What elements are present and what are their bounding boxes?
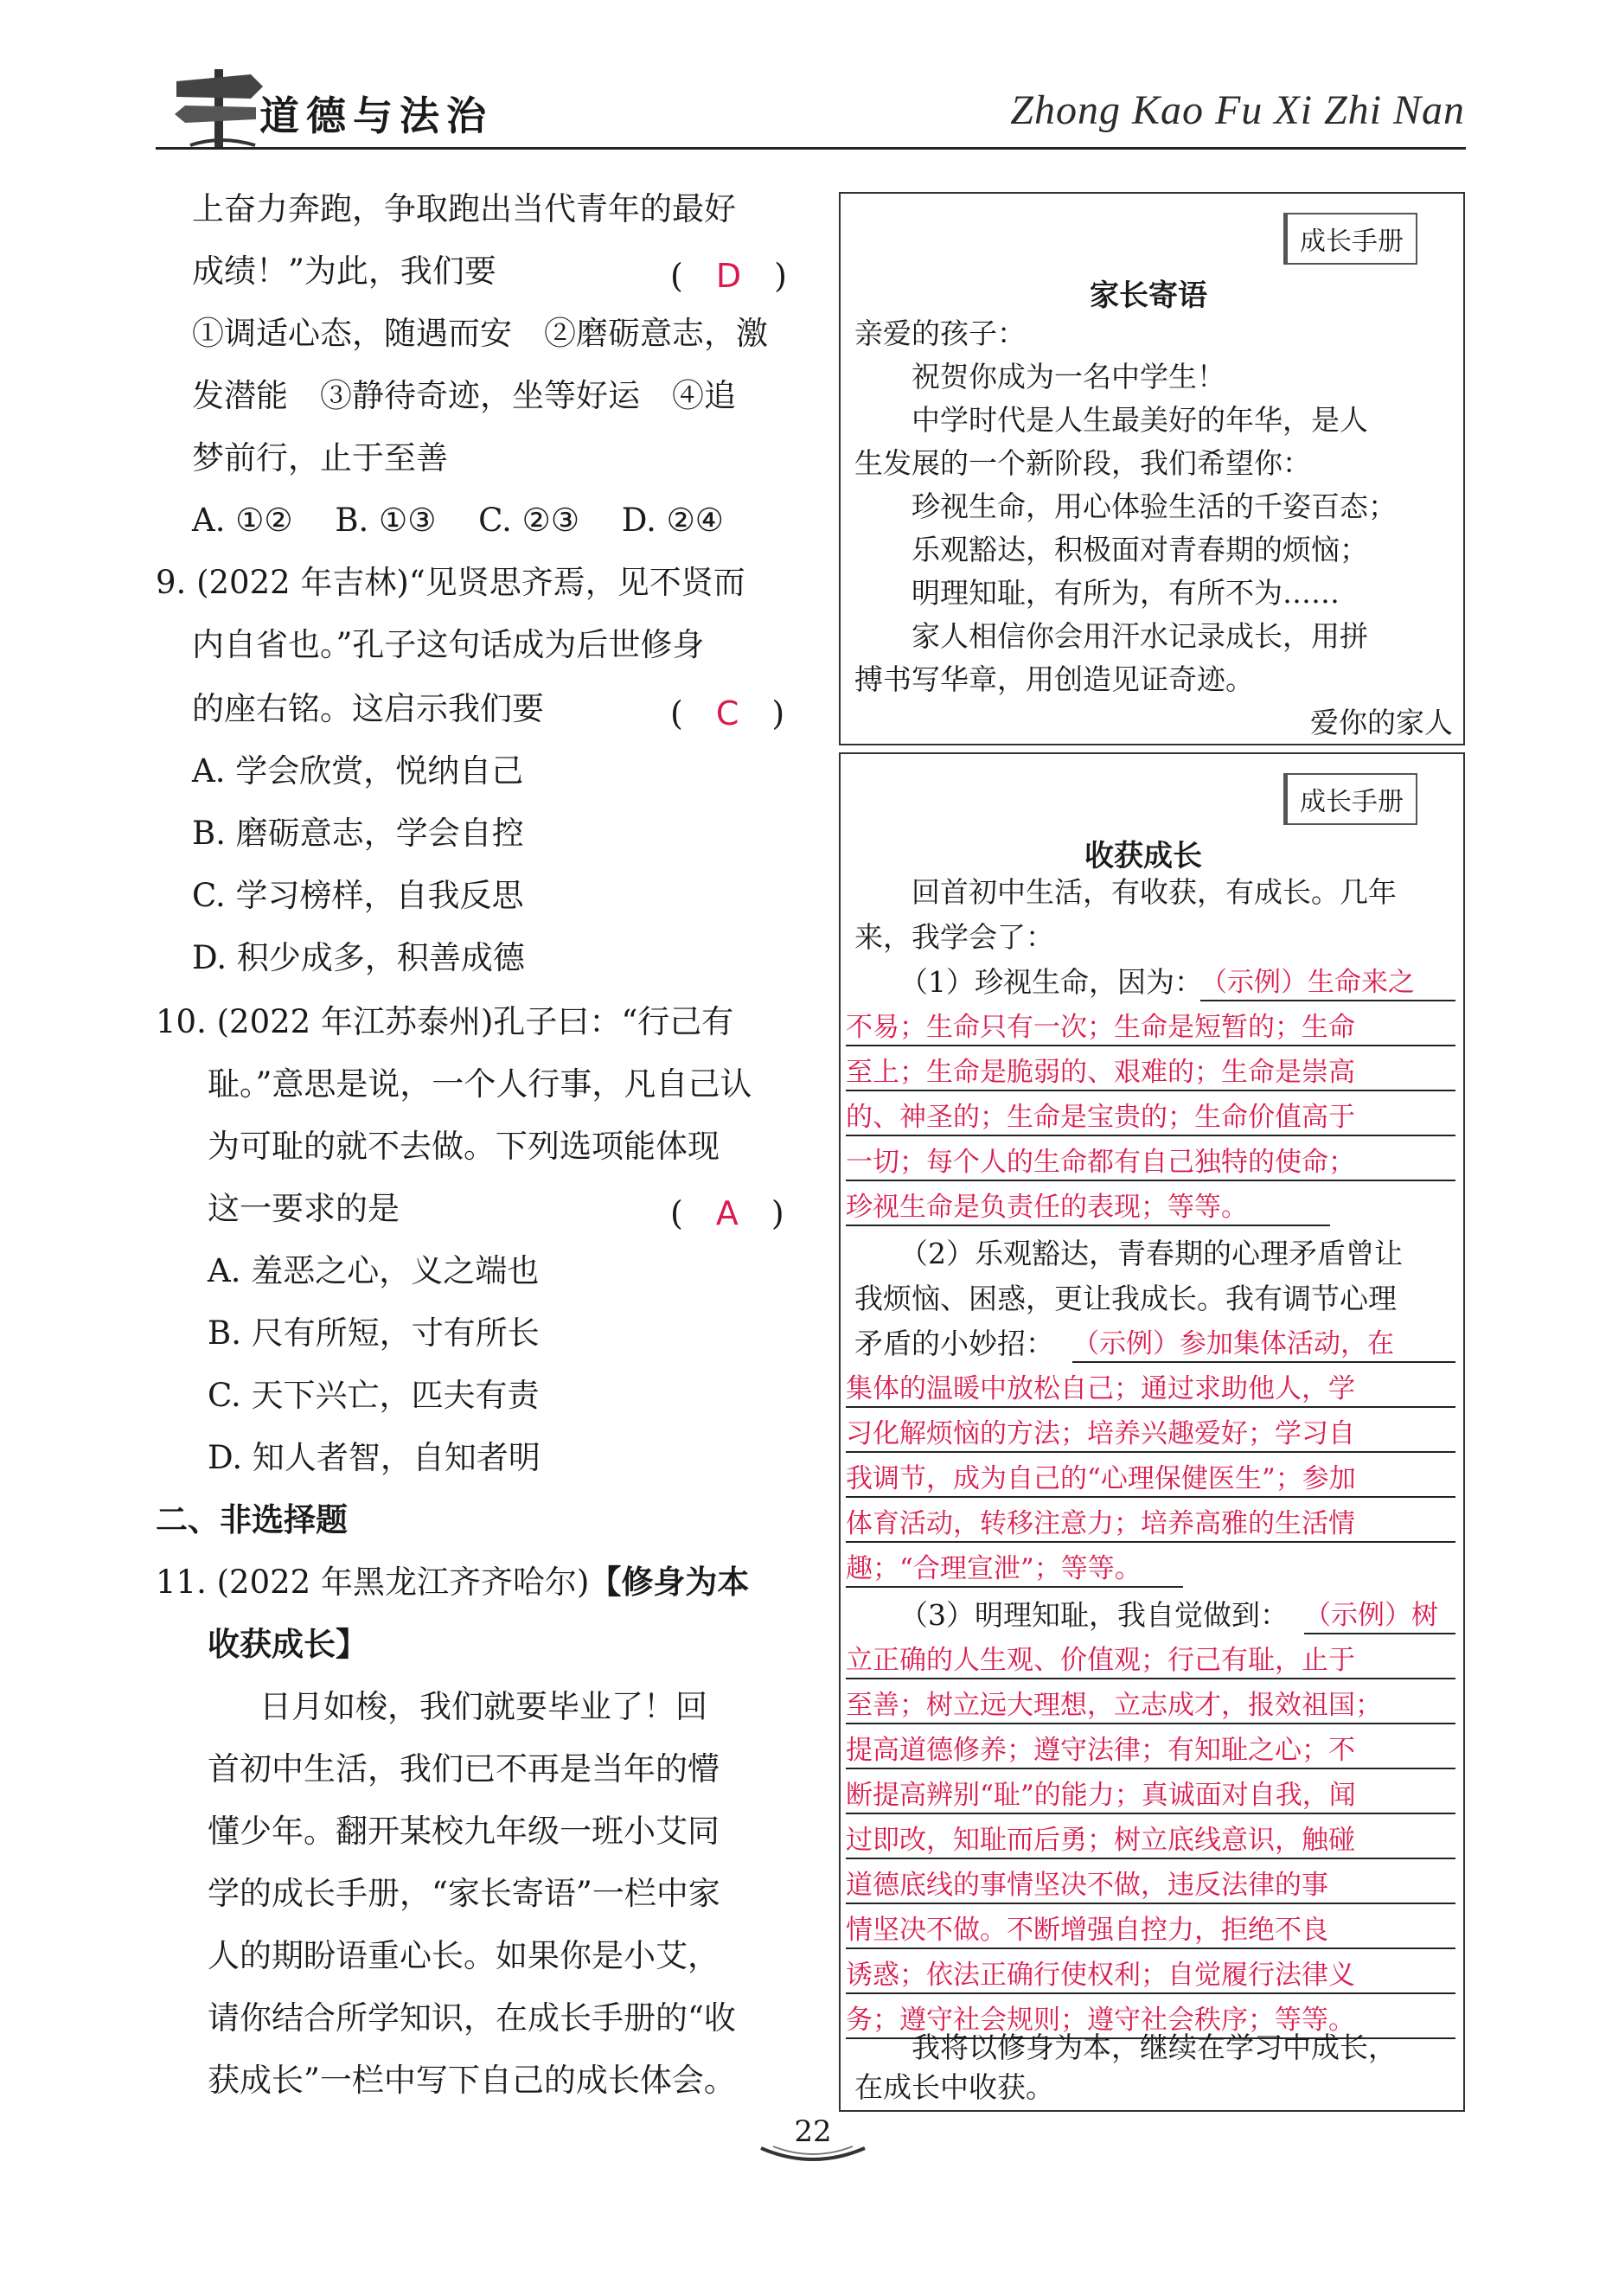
- q10-stem: 耻。”意思是说，一个人行事，凡自己认: [208, 1065, 752, 1103]
- answer-3-line: 道德底线的事情坚决不做，违反法律的事: [846, 1868, 1455, 1904]
- q11-text: 学的成长手册，“家长寄语”一栏中家: [208, 1875, 720, 1912]
- q10-option: C. 天下兴亡，匹夫有责: [208, 1377, 540, 1414]
- page-swoosh-decoration: [752, 2141, 873, 2167]
- q9-option: A. 学会欣赏，悦纳自己: [192, 752, 524, 790]
- parent-message-line: 乐观豁达，积极面对青春期的烦恼；: [854, 533, 1368, 566]
- answer-3-line: 诱惑；依法正确行使权利；自觉履行法律义: [846, 1958, 1455, 1994]
- q9-stem: 内自省也。”孔子这句话成为后世修身: [192, 626, 705, 663]
- answer-1-line: 至上；生命是脆弱的、艰难的；生命是崇高: [846, 1055, 1455, 1091]
- parent-message-line: 中学时代是人生最美好的年华，是人: [854, 403, 1368, 437]
- q9-answer: ( C ): [670, 694, 785, 732]
- answer-1-line: 一切；每个人的生命都有自己独特的使命；: [846, 1145, 1455, 1181]
- parent-message-title: 家长寄语: [1090, 278, 1207, 313]
- parent-message-line: 生发展的一个新阶段，我们希望你：: [854, 446, 1311, 480]
- signpost-icon: [173, 62, 268, 149]
- q11-text: 日月如梭，我们就要毕业了！回: [259, 1688, 707, 1725]
- prompt-1: （1）珍视生命，因为：: [899, 965, 1203, 999]
- q8-line: 发潜能 ③静待奇迹，坐等好运 ④追: [192, 377, 736, 414]
- parent-message-line: 家人相信你会用汗水记录成长，用拼: [854, 619, 1368, 653]
- q11-text: 人的期盼语重心长。如果你是小艾，: [208, 1937, 720, 1974]
- growth-title: 收获成长: [1084, 839, 1202, 873]
- answer-3-line: 情坚决不做。不断增强自控力，拒绝不良: [846, 1913, 1455, 1949]
- q10-answer: ( A ): [670, 1194, 784, 1232]
- parent-message-line: 珍视生命，用心体验生活的千姿百态；: [854, 489, 1397, 523]
- q8-line: 梦前行，止于至善: [192, 439, 448, 476]
- answer-3-line: 过即改，知耻而后勇；树立底线意识，触碰: [846, 1823, 1455, 1859]
- q10-stem: 为可耻的就不去做。下列选项能体现: [208, 1128, 720, 1165]
- answer-2-line: 集体的温暖中放松自己；通过求助他人，学: [846, 1372, 1455, 1408]
- q9-answer-letter: C: [715, 694, 739, 732]
- subject-title: 道德与法治: [259, 93, 493, 139]
- q8-line: 上奋力奔跑，争取跑出当代青年的最好: [192, 190, 736, 227]
- q8-answer-letter: D: [715, 257, 742, 295]
- q11-topic: 【修身为本: [589, 1564, 750, 1601]
- growth-closing: 在成长中收获。: [854, 2070, 1054, 2104]
- section-heading: 二、非选择题: [156, 1501, 348, 1538]
- q8-line: ①调适心态，随遇而安 ②磨砺意志，激: [192, 315, 768, 352]
- answer-2-line: 习化解烦恼的方法；培养兴趣爱好；学习自: [846, 1417, 1455, 1453]
- q10-option: D. 知人者智，自知者明: [208, 1439, 541, 1476]
- header-rule: [156, 147, 1466, 150]
- answer-3-line: 务；遵守社会规则；遵守社会秩序；等等。: [846, 2003, 1455, 2039]
- q9-option: D. 积少成多，积善成德: [192, 939, 525, 976]
- q11-source: 11. (2022 年黑龙江齐齐哈尔): [156, 1564, 590, 1601]
- q10-option: A. 羞恶之心，义之端也: [208, 1252, 540, 1289]
- parent-message-line: 明理知耻，有所为，有所不为……: [854, 576, 1340, 610]
- prompt-3: （3）明理知耻，我自觉做到：: [899, 1598, 1289, 1632]
- prompt-2: 矛盾的小妙招：: [854, 1327, 1054, 1360]
- answer-2-line: 体育活动，转移注意力；培养高雅的生活情: [846, 1506, 1455, 1543]
- series-title: Zhong Kao Fu Xi Zhi Nan: [1010, 87, 1465, 133]
- growth-intro: 来，我学会了：: [854, 920, 1054, 954]
- q8-answer: ( D ): [670, 257, 787, 295]
- handbook-tag: 成长手册: [1283, 213, 1417, 265]
- prompt-2: （2）乐观豁达，青春期的心理矛盾曾让: [899, 1237, 1403, 1270]
- q9-option: C. 学习榜样，自我反思: [192, 877, 524, 914]
- q9-stem: 的座右铭。这启示我们要: [192, 690, 544, 727]
- page-number: 22: [794, 2114, 832, 2149]
- q11-text: 获成长”一栏中写下自己的成长体会。: [208, 2062, 736, 2099]
- answer-3-line: 断提高辨别“耻”的能力；真诚面对自我，闻: [846, 1778, 1455, 1814]
- q10-stem: 这一要求的是: [208, 1190, 400, 1227]
- q11-text: 请你结合所学知识，在成长手册的“收: [208, 1999, 736, 2037]
- answer-2-line: （示例）参加集体活动，在: [1072, 1327, 1455, 1363]
- prompt-2: 我烦恼、困惑，更让我成长。我有调节心理: [854, 1282, 1397, 1315]
- q9-stem: 9. (2022 年吉林)“见贤思齐焉，见不贤而: [156, 564, 745, 601]
- answer-3-line: （示例）树: [1304, 1598, 1455, 1634]
- q11-text: 首初中生活，我们已不再是当年的懵: [208, 1750, 720, 1788]
- answer-1-line: （示例）生命来之: [1200, 965, 1455, 1001]
- q8-options: A. ①② B. ①③ C. ②③ D. ②④: [192, 502, 724, 539]
- q10-stem: 10. (2022 年江苏泰州)孔子曰：“行己有: [156, 1003, 734, 1040]
- answer-1-line: 珍视生命是负责任的表现；等等。: [846, 1190, 1330, 1226]
- answer-2-line: 我调节，成为自己的“心理保健医生”；参加: [846, 1461, 1455, 1498]
- parent-message-line: 搏书写华章，用创造见证奇迹。: [854, 662, 1254, 696]
- answer-1-line: 的、神圣的；生命是宝贵的；生命价值高于: [846, 1100, 1455, 1136]
- growth-intro: 回首初中生活，有收获，有成长。几年: [854, 875, 1397, 909]
- q8-line: 成绩！”为此，我们要: [192, 253, 496, 290]
- parent-message-line: 祝贺你成为一名中学生！: [854, 360, 1225, 393]
- answer-3-line: 提高道德修养；遵守法律；有知耻之心；不: [846, 1733, 1455, 1769]
- q11-topic-cont: 收获成长】: [208, 1626, 368, 1663]
- q11-text: 懂少年。翻开某校九年级一班小艾同: [208, 1813, 720, 1850]
- answer-3-line: 立正确的人生观、价值观；行己有耻，止于: [846, 1643, 1455, 1679]
- q11-stem: [156, 1562, 749, 1603]
- answer-3-line: 至善；树立远大理想，立志成才，报效祖国；: [846, 1688, 1455, 1724]
- parent-message-line: 亲爱的孩子：: [854, 317, 1026, 350]
- answer-2-line: 趣；“合理宣泄”；等等。: [846, 1551, 1183, 1588]
- answer-1-line: 不易；生命只有一次；生命是短暂的；生命: [846, 1010, 1455, 1046]
- growth-closing: 我将以修身为本，继续在学习中成长，: [854, 2031, 1397, 2064]
- q9-option: B. 磨砺意志，学会自控: [192, 815, 524, 852]
- parent-signature: 爱你的家人: [1310, 706, 1453, 739]
- q10-answer-letter: A: [715, 1194, 739, 1232]
- handbook-tag: 成长手册: [1283, 773, 1417, 825]
- q10-option: B. 尺有所短，寸有所长: [208, 1314, 540, 1352]
